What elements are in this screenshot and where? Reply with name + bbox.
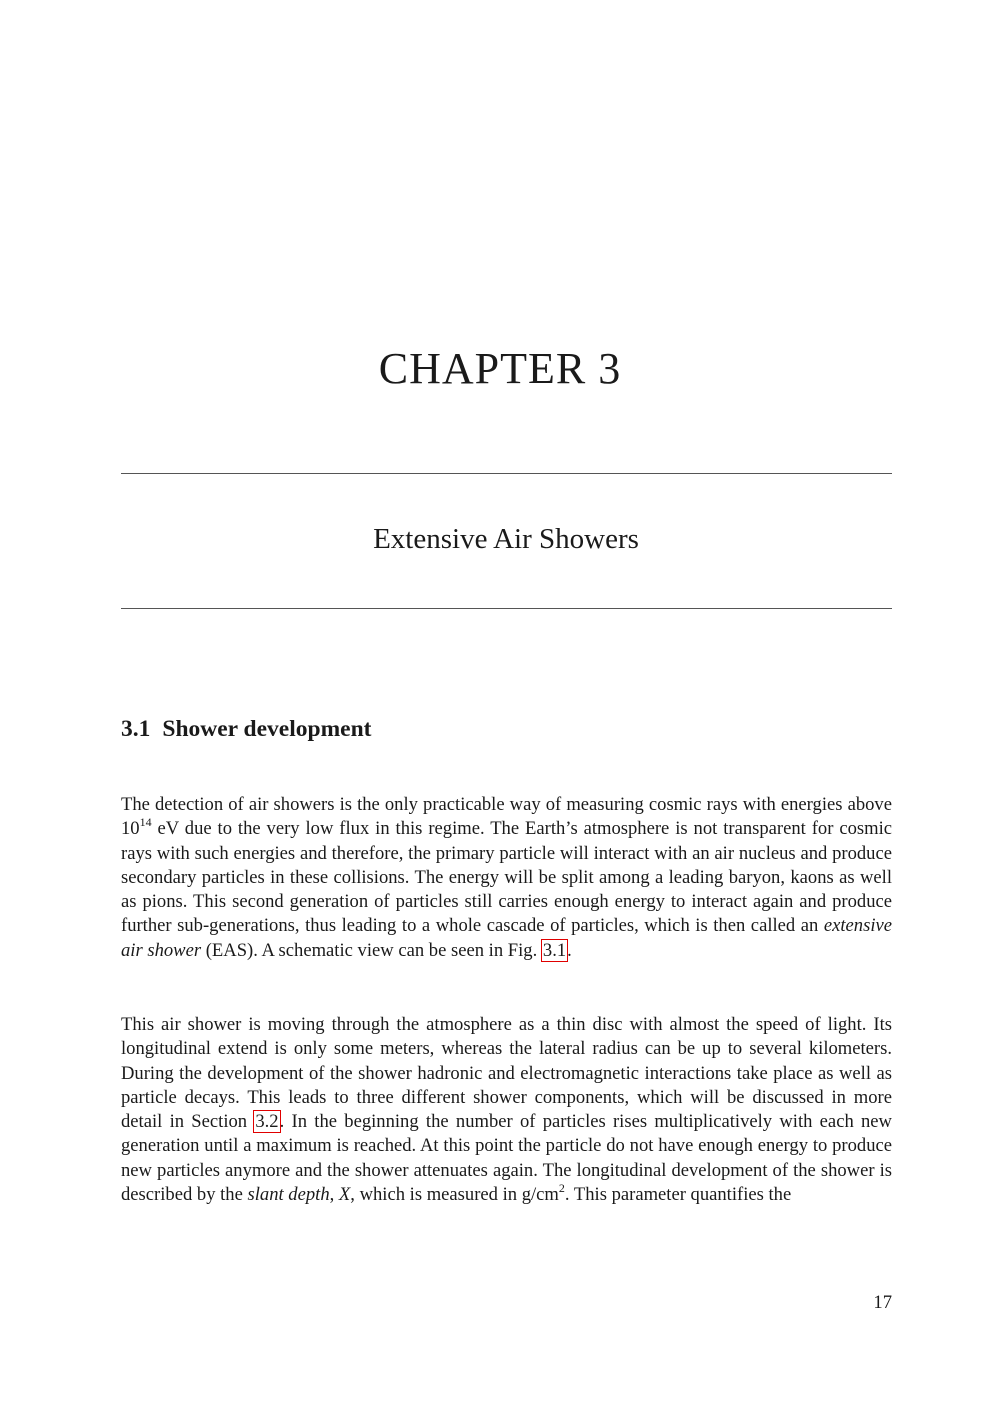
p2-emphasis: slant depth [247, 1184, 330, 1206]
p2-text-2: . In the beginning the number of particles rises multiplicatively with each new generation until a maximum is reached. At this point the particle do not have enough energy to produce new particles anymore and the shower attenuates again. The longitudinal development of the shower is described by the [121, 1111, 892, 1206]
chapter-label: CHAPTER 3 [378, 344, 622, 393]
p1-text-4: . [567, 939, 572, 961]
section-title: Shower development [162, 716, 372, 742]
top-rule [121, 473, 892, 474]
p2-variable: X [338, 1184, 351, 1206]
p1-emphasis: extensive air shower [121, 915, 892, 961]
chapter-title: Extensive Air Showers [373, 523, 639, 555]
p1-text-1: The detection of air showers is the only practicable way of measuring cosmic rays with energies above 10 [121, 794, 892, 840]
section-heading [121, 716, 371, 743]
paragraph-2 [121, 1013, 892, 1207]
page-number: 17 [873, 1292, 892, 1313]
p1-text-2: eV due to the very low flux in this regime. The Earth’s atmosphere is not transparent for cosmic rays with such energies and therefore, the primary particle will interact with an air nucleus and produce secondary particles in these collisions. The energy will be split among a leading baryon, kaons as well as pions. This second generation of particles still carries enough energy to interact again and produce further sub-generations, thus leading to a whole cascade of particles, which is then called an [121, 818, 892, 937]
p2-text-5: . This parameter quantifies the [564, 1184, 792, 1206]
p1-text-3: (EAS). A schematic view can be seen in Fig. [201, 939, 542, 961]
p2-text-4: , which is measured in g/cm [350, 1184, 559, 1206]
paragraph-1 [121, 793, 892, 963]
p2-exponent: 2 [558, 1180, 565, 1195]
p1-exponent: 14 [139, 815, 152, 830]
section-ref-link[interactable]: 3.2 [255, 1111, 279, 1133]
bottom-rule [121, 608, 892, 609]
section-number: 3.1 [121, 716, 151, 742]
figure-ref-link[interactable]: 3.1 [542, 939, 567, 961]
p2-text-3: , [329, 1184, 339, 1206]
p2-text-1: This air shower is moving through the atmosphere as a thin disc with almost the speed of light. Its longitudinal extend is only some meters, whereas the lateral radius can be up to several kilometers. During the development of the shower hadronic and electromagnetic interactions take place as well as particle decays. This leads to three different shower components, which will be discussed in more detail in Section [121, 1014, 892, 1133]
